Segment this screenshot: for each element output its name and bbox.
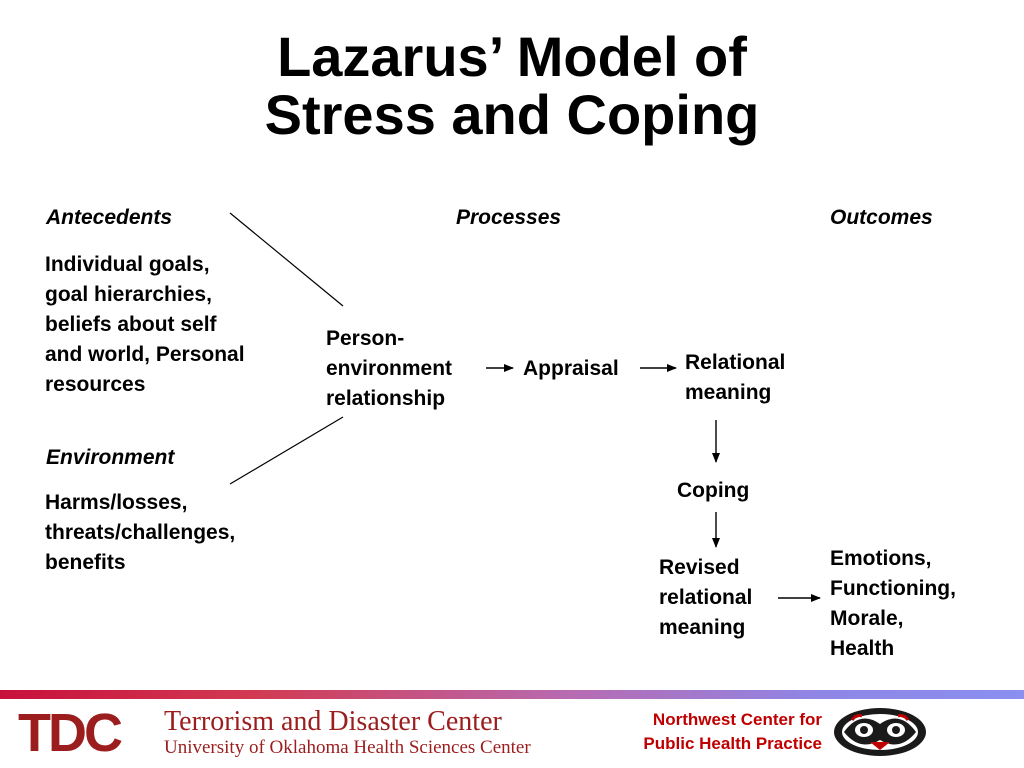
node-line: Person- [326,327,405,350]
tdc-logo-text: TDC [18,705,120,759]
antecedents-line: and world, Personal [45,343,245,366]
antecedents-line: beliefs about self [45,313,217,336]
tdc-logo [18,705,154,759]
environment-connector-line [230,417,343,484]
node-line: Emotions, [830,547,932,570]
coping-node: Coping [677,479,750,502]
node-line: Relational [685,351,786,374]
node-line: environment [326,357,453,380]
native-art-logo-icon [830,702,930,762]
northwest-line: Northwest Center for [652,710,822,729]
northwest-line: Public Health Practice [643,734,822,753]
northwest-center-label [643,708,822,756]
environment-line: benefits [45,551,126,574]
node-line: relational [659,586,753,609]
node-line: Health [830,637,895,660]
footer-gradient-bar [0,690,1024,699]
antecedents-connector-line [230,213,343,306]
antecedents-header: Antecedents [46,206,173,229]
title-line-1: Lazarus’ Model of [277,25,747,88]
antecedents-line: Individual goals, [45,253,210,276]
environment-line: threats/challenges, [45,521,236,544]
environment-header: Environment [46,446,175,469]
processes-header: Processes [456,206,562,229]
antecedents-line: goal hierarchies, [45,283,212,306]
node-line: relationship [326,387,446,410]
title-line-2: Stress and Coping [264,83,760,146]
org-subtitle: University of Oklahoma Health Sciences Center [164,737,531,758]
node-line: Morale, [830,607,904,630]
antecedents-line: resources [45,373,146,396]
node-line: meaning [659,616,746,639]
outcomes-header: Outcomes [830,206,933,229]
org-name: Terrorism and Disaster Center [164,706,502,737]
node-line: Functioning, [830,577,956,600]
node-line: Revised [659,556,740,579]
appraisal-node: Appraisal [523,357,619,380]
node-line: meaning [685,381,772,404]
environment-line: Harms/losses, [45,491,188,514]
